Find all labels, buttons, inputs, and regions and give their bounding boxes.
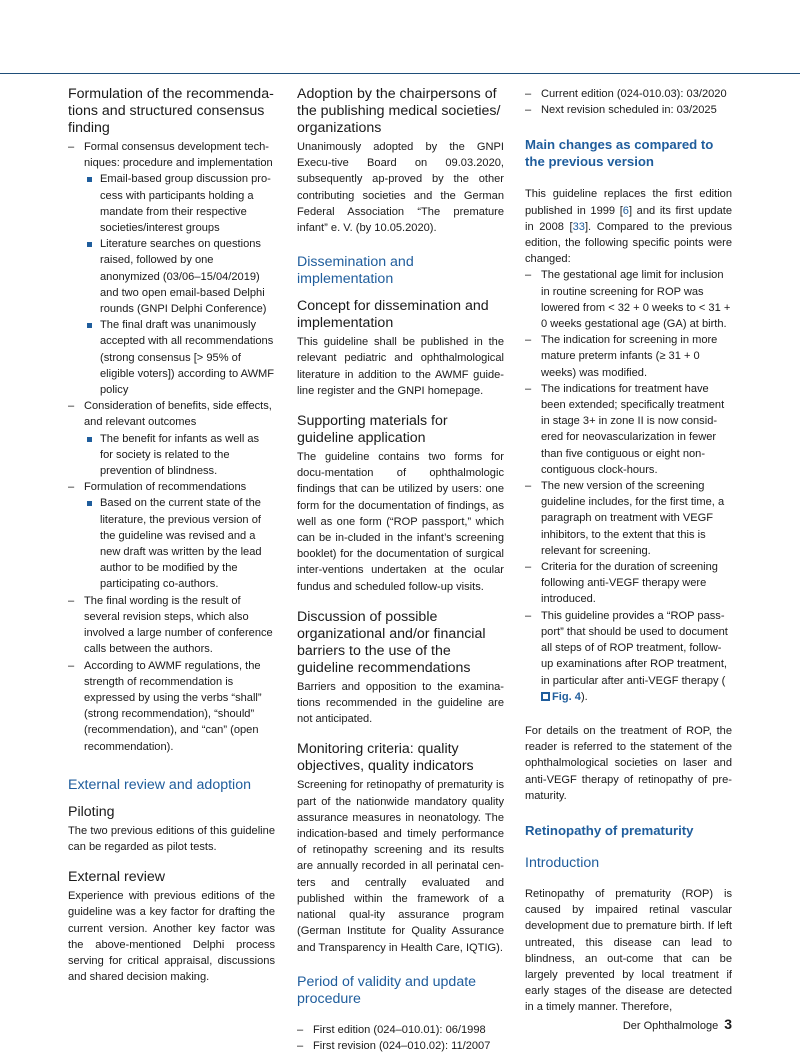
heading-monitoring: Monitoring criteria: quality objectives, quality indicators — [297, 741, 474, 775]
column-1 — [68, 86, 275, 985]
list-subitem: Based on the current state of the literature, the previous version of the guideline was revised and a new draft was written by the lead author to be modified by the participating co-authors. — [68, 495, 275, 592]
list-item: – Formulation of recommendations — [68, 479, 275, 495]
formulation-list — [68, 139, 275, 755]
list-item: – The indications for treatment have been extended; specifically treatment in stage 3+ in zone II is now consid-ered for neovascularization in fewer than five contiguous or eight non-contiguous clock-hours. — [525, 381, 732, 478]
list-item: – Next revision scheduled in: 03/2025 — [525, 102, 732, 118]
page-number: 3 — [724, 1016, 732, 1032]
reference-link[interactable]: 6 — [622, 204, 629, 217]
list-subitem: Email-based group discussion pro-cess with participants holding a mandate from their respective societies/interest groups — [68, 171, 275, 236]
list-item: – First edition (024–010.01): 06/1998 — [297, 1022, 504, 1038]
column-3 — [525, 86, 732, 1016]
list-subitem: The benefit for infants as well as for society is related to the prevention of blindness. — [68, 431, 275, 480]
heading-barriers: Discussion of possible organizational and/or financial barriers to the use of the guideline recommendations — [297, 608, 486, 676]
figure-link[interactable]: Fig. 4 — [541, 691, 581, 703]
heading-supporting-materials: Supporting materials for guideline application — [297, 413, 448, 447]
list-item: – Current edition (024-010.03): 03/2020 — [525, 86, 732, 102]
list-item: – Formal consensus development tech-niques: procedure and implementation — [68, 139, 275, 171]
heading-introduction: Introduction — [525, 854, 600, 871]
reference-link[interactable]: 33 — [572, 220, 585, 233]
changes-list — [525, 267, 732, 704]
paragraph-piloting: The two previous editions of this guideline can be regarded as pilot tests. — [68, 824, 275, 853]
paragraph-introduction: Retinopathy of prematurity (ROP) is caused by impaired retinal vascular development due to premature birth. If left untreated, this disease can lead to blindness, an out-come that can be largely prevented by local treatment if early stages of the disease are detected in a timely manner. Therefore, — [525, 887, 732, 1014]
heading-validity: Period of validity and update procedure — [297, 973, 477, 1007]
heading-external-review-adoption: External review and adoption — [68, 776, 251, 793]
heading-external-review: External review — [68, 869, 165, 886]
list-item: – According to AWMF regulations, the strength of recommendation is expressed by using the verbs “shall” (strong recommendation), “should” (recommendation), and “can” (open recommendation). — [68, 658, 275, 755]
list-item: – The gestational age limit for inclusion in routine screening for ROP was lowered from < 32 + 0 weeks to < 31 + 0 weeks gestational age (GA) at birth. — [525, 267, 732, 332]
figure-icon — [541, 692, 550, 701]
list-item: – First revision (024–010.02): 11/2007 — [297, 1038, 504, 1054]
column-2 — [297, 86, 504, 1054]
heading-concept: Concept for dissemination and implementation — [297, 298, 489, 332]
page-footer — [623, 1016, 732, 1032]
list-item: – This guideline provides a “ROP pass-port” that should be used to document all steps of of ROP treatment, follow-up examinations after ROP treatment, in particular after anti-VEGF therapy (Fig. 4). — [525, 608, 732, 705]
paragraph-adoption: Unanimously adopted by the GNPI Execu-tive Board on 09.03.2020, subsequently ap-proved by the other contributing societies and the German Federal Association “The premature infant” e. V. (by 10.05.2020). — [297, 141, 504, 235]
heading-main-changes: Main changes as compared to the previous version — [525, 137, 714, 170]
paragraph-details: For details on the treatment of ROP, the reader is referred to the statement of the ophthalmological societies on laser and anti-VEGF therapy of retinopathy of pre-maturity. — [525, 724, 732, 802]
validity-list — [297, 1022, 504, 1054]
validity-list-continued — [525, 86, 732, 118]
journal-name: Der Ophthalmologe — [622, 1020, 719, 1032]
list-item: – Consideration of benefits, side effects, and relevant outcomes — [68, 398, 275, 430]
paragraph-concept: This guideline shall be published in the relevant pediatric and ophthalmological literature in addition to the AWMF guide-line register and the GNPI homepage. — [297, 336, 504, 397]
paragraph-monitoring: Screening for retinopathy of prematurity is part of the nationwide mandatory quality assurance measures in neonatology. The indication-based and timely performance of retinopathy screening and its results are annually recorded in all perinatal cen-ters and centrally evaluated and published within the framework of a national qual-ity assurance program (German Institute for Quality Assurance and Transparency in Health Care, IQTIG). — [297, 779, 504, 954]
list-item: – The new version of the screening guideline includes, for the first time, a paragraph on treatment with VEGF inhibitors, to the extent that this is relevant for screening. — [525, 478, 732, 559]
list-item: – The indication for screening in more mature preterm infants (≥ 31 + 0 weeks) was modified. — [525, 332, 732, 381]
paragraph-external-review: Experience with previous editions of the guideline was a key factor for drafting the current version. Another key factor was the above-mentioned Delphi process serving for critical appraisal, discussions and shared decision making. — [68, 890, 275, 984]
heading-formulation: Formulation of the recommenda-tions and structured consensus finding — [68, 86, 274, 136]
paragraph-barriers: Barriers and opposition to the examina-tions recommended in the guideline are not anticipated. — [297, 680, 504, 726]
heading-dissemination: Dissemination and implementation — [297, 254, 414, 288]
heading-rop: Retinopathy of prematurity — [525, 822, 694, 838]
list-item: – The final wording is the result of several revision steps, which also involved a large number of conference calls between the authors. — [68, 593, 275, 658]
list-subitem: The final draft was unanimously accepted with all recommendations (strong consensus [> 95% of eligible voters]) according to AWMF policy — [68, 317, 275, 398]
header-rule — [0, 73, 800, 74]
list-item: – Criteria for the duration of screening following anti-VEGF therapy were introduced. — [525, 559, 732, 608]
heading-adoption: Adoption by the chairpersons of the publishing medical societies/ organizations — [297, 86, 501, 136]
paragraph-main-changes: This guideline replaces the first edition published in 1999 [6] and its first update in 2008 [33]. Compared to the previous edition, the following specific points were changed: — [525, 188, 732, 266]
paragraph-supporting-materials: The guideline contains two forms for docu-mentation of ophthalmologic findings that can be utilized by users: one form for the documentation of findings, as well as one form (“ROP passport,” which can be in-cluded in the infant’s screening booklet) for the documentation of surgical inter-ventions undertaken at the ocular fundus and scheduled follow-up visits. — [297, 451, 504, 593]
list-subitem: Literature searches on questions raised, followed by one anonymized (03/06–15/04/2019) and two open email-based Delphi rounds (GNPI Delphi Conference) — [68, 236, 275, 317]
heading-piloting: Piloting — [68, 803, 115, 820]
